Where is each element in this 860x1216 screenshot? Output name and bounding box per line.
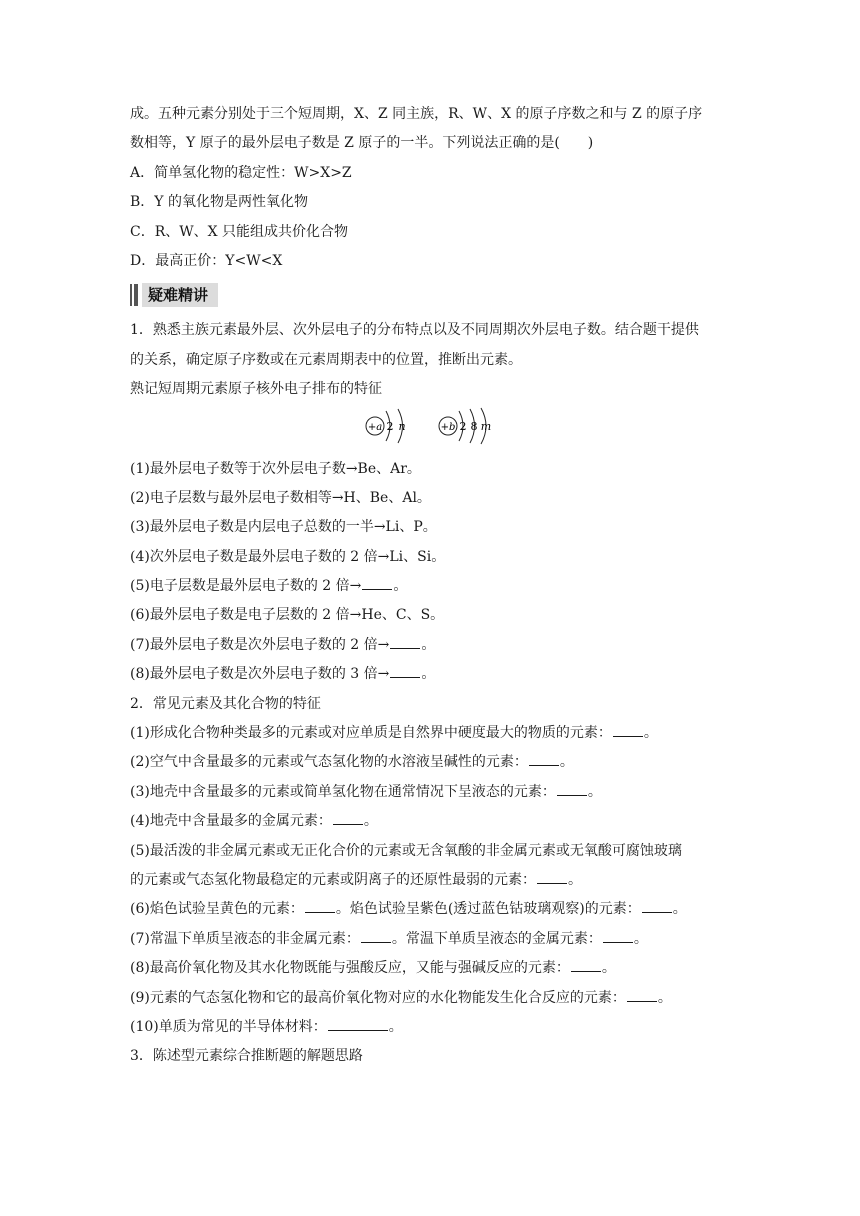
feature-text: (10)单质为常见的半导体材料： [130,1018,327,1035]
feature-item-5-line-1: (5)最活泼的非金属元素或无正化合价的元素或无含氧酸的非金属元素或无氧酸可腐蚀玻璃 [130,842,682,859]
atom-2-shell-1: 2 [459,419,467,433]
question-stem-line-2: 数相等，Y 原子的最外层电子数是 Z 原子的一半。下列说法正确的是( ) [130,135,594,152]
answer-blank[interactable] [613,722,643,737]
feature-text: (4)地壳中含量最多的金属元素： [130,813,332,830]
feature-suffix: 。 [388,1018,403,1035]
atom-2-shell-3: m [480,419,492,433]
rule-item [130,631,730,660]
option-b: B．Y 的氧化物是两性氧化物 [130,194,308,211]
feature-suffix: 。 [587,783,602,800]
feature-text: (8)最高价氧化物及其水化物既能与强酸反应，又能与强碱反应的元素： [130,960,570,977]
atom-2 [439,408,491,444]
rule-text: (8)最外层电子数是次外层电子数的 3 倍→ [130,666,390,683]
feature-text: (3)地壳中含量最多的元素或简单氢化物在通常情况下呈液态的元素： [130,783,556,800]
answer-blank[interactable] [603,928,633,943]
answer-blank[interactable] [362,575,392,590]
rule-suffix: 。 [421,636,436,653]
feature-text: (7)常温下单质呈液态的非金属元素： [130,930,360,947]
feature-item-9 [130,984,730,1013]
atom-1 [366,409,406,443]
feature-suffix: 。 [643,725,658,742]
feature-suffix: 。 [633,930,648,947]
rule-text: (7)最外层电子数是次外层电子数的 2 倍→ [130,636,390,653]
feature-item-4 [130,807,730,836]
answer-blank[interactable] [627,987,657,1002]
answer-blank[interactable] [305,898,335,913]
feature-suffix: 。 [568,871,582,888]
feature-text: (1)形成化合物种类最多的元素或对应单质是自然界中硬度最大的物质的元素： [130,725,612,742]
feature-text: (2)空气中含量最多的元素或气态氢化物的水溶液呈碱性的元素： [130,754,528,771]
feature-item-2 [130,748,730,777]
point2-heading: 2．常见元素及其化合物的特征 [130,695,321,712]
rule-text: (6)最外层电子数是电子层数的 2 倍→He、C、S。 [130,607,445,624]
feature-text: 。焰色试验呈紫色(透过蓝色钴玻璃观察)的元素： [335,901,641,918]
point1-line-1: 1．熟悉主族元素最外层、次外层电子的分布特点以及不同周期次外层电子数。结合题干提供 [130,322,699,339]
point1-line-2: 的关系，确定原子序数或在元素周期表中的位置，推断出元素。 [130,351,522,368]
feature-item-7 [130,925,730,954]
feature-item-3 [130,778,730,807]
feature-text: (6)焰色试验呈黄色的元素： [130,901,304,918]
answer-blank[interactable] [537,869,567,884]
rule-item [130,484,730,513]
feature-item-5-line-2 [130,866,730,895]
rule-suffix: 。 [393,578,408,595]
atom-1-shell-2: n [398,419,406,433]
rule-item [130,601,730,630]
answer-blank[interactable] [642,898,672,913]
section-title: 疑难精讲 [142,283,218,307]
rule-item [130,513,730,542]
rule-text: (3)最外层电子数是内层电子总数的一半→Li、P。 [130,519,437,536]
feature-suffix: 。 [559,754,574,771]
point1-subtitle: 熟记短周期元素原子核外电子排布的特征 [130,381,382,398]
rule-text: (5)电子层数是最外层电子数的 2 倍→ [130,578,362,595]
atom-2-nucleus: +b [440,421,456,433]
atom-structure-figure [364,407,504,449]
question-stem-line-1: 成。五种元素分别处于三个短周期，X、Z 同主族，R、W、X 的原子序数之和与 Z 的原子序 [130,106,703,122]
feature-suffix: 。 [601,960,616,977]
rule-item [130,572,730,601]
section-header [130,282,730,308]
feature-suffix: 。 [363,813,378,830]
answer-blank[interactable] [328,1016,388,1031]
electron-shell-diagram [130,407,730,449]
atom-1-shell-1: 2 [386,419,394,433]
option-a: A．简单氢化物的稳定性：W>X>Z [130,164,352,181]
answer-blank[interactable] [571,957,601,972]
rule-item [130,455,730,484]
option-d: D．最高正价：Y<W<X [130,252,283,269]
answer-blank[interactable] [529,751,559,766]
rule-item [130,543,730,572]
answer-blank[interactable] [361,928,391,943]
rule-text: (2)电子层数与最外层电子数相等→H、Be、Al。 [130,489,431,506]
answer-blank[interactable] [390,663,420,678]
atom-1-nucleus: +a [367,421,383,433]
feature-text: 。常温下单质呈液态的金属元素： [391,930,602,947]
answer-blank[interactable] [557,781,587,796]
feature-text: 的元素或气态氢化物最稳定的元素或阴离子的还原性最弱的元素： [130,871,536,888]
rule-suffix: 。 [421,666,436,683]
rule-text: (4)次外层电子数是最外层电子数的 2 倍→Li、Si。 [130,548,446,565]
rule-text: (1)最外层电子数等于次外层电子数→Be、Ar。 [130,460,421,477]
document-page [130,100,730,1072]
point3-heading: 3．陈述型元素综合推断题的解题思路 [130,1048,363,1065]
section-marker-icon [130,284,138,306]
feature-item-1 [130,719,730,748]
answer-blank[interactable] [390,634,420,649]
rule-item [130,660,730,689]
feature-suffix: 。 [672,901,687,918]
feature-item-8 [130,954,730,983]
feature-text: (9)元素的气态氢化物和它的最高价氧化物对应的水化物能发生化合反应的元素： [130,989,626,1006]
answer-blank[interactable] [333,810,363,825]
atom-2-shell-2: 8 [470,419,478,433]
feature-suffix: 。 [657,989,672,1006]
option-c: C．R、W、X 只能组成共价化合物 [130,223,349,240]
feature-item-10 [130,1013,730,1042]
feature-item-6 [130,895,730,924]
